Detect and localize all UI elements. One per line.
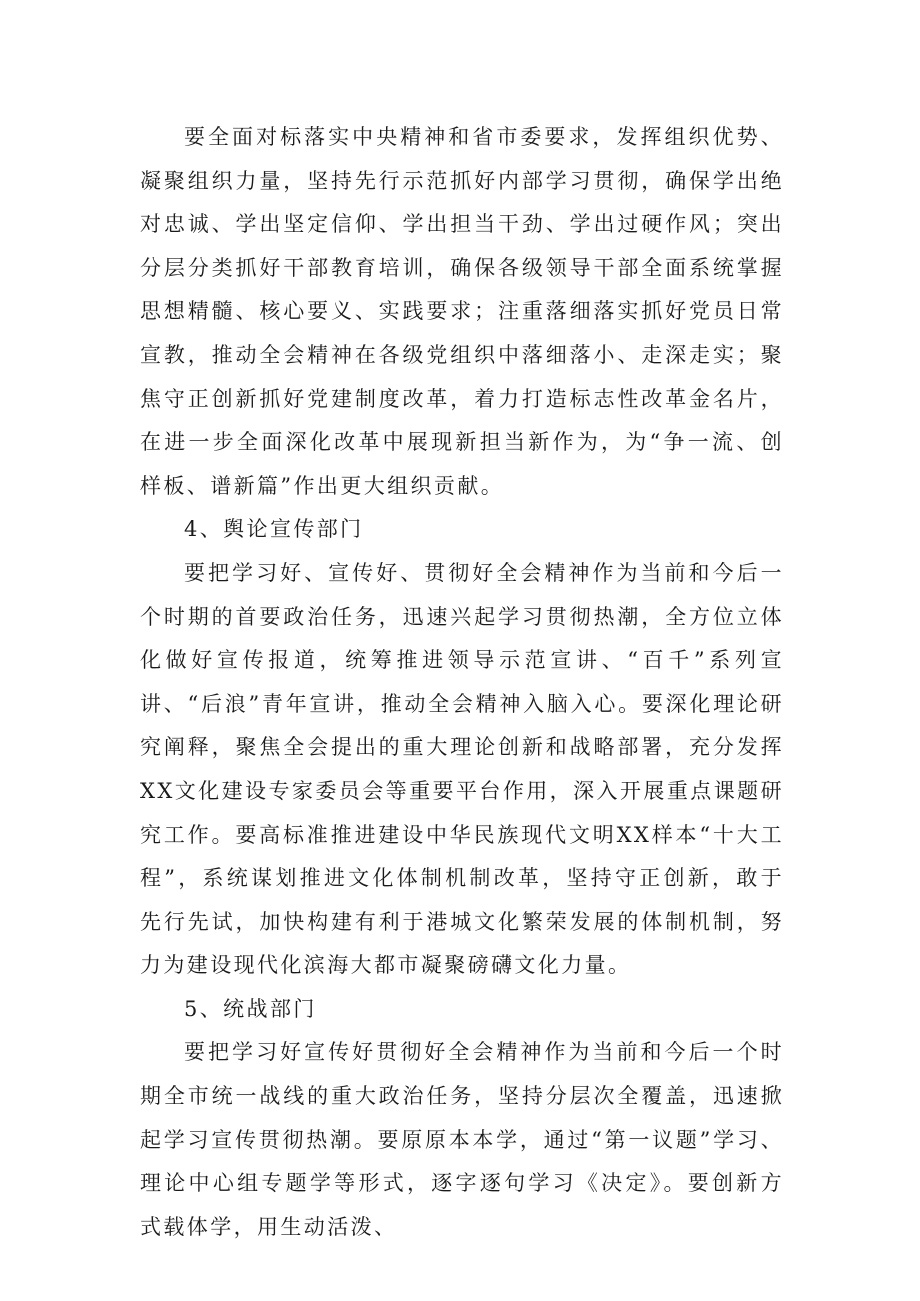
paragraph-organization: 要全面对标落实中央精神和省市委要求，发挥组织优势、凝聚组织力量，坚持先行示范抓好内部学习贯彻，确保学出绝对忠诚、学出坚定信仰、学出担当干劲、学出过硬作风；突出分层分类抓好干部教育培训，确保各级领导干部全面系统掌握思想精髓、核心要义、实践要求；注重落细落实抓好党员日常宣教，推动全会精神在各级党组织中落细落小、走深走实；聚焦守正创新抓好党建制度改革，着力打造标志性改革金名片，在进一步全面深化改革中展现新担当新作为，为“争一流、创样板、谱新篇”作出更大组织贡献。 xyxy=(140,125,784,498)
section-heading-publicity: 4、舆论宣传部门 xyxy=(184,517,364,542)
document-body xyxy=(140,116,784,1249)
paragraph-united-front: 要把学习好宣传好贯彻好全会精神作为当前和今后一个时期全市统一战线的重大政治任务，坚持分层次全覆盖，迅速掀起学习宣传贯彻热潮。要原原本本学，通过“第一议题”学习、理论中心组专题学等形式，逐字逐句学习《决定》。要创新方式载体学，用生动活泼、 xyxy=(140,1040,784,1239)
paragraph-publicity: 要把学习好、宣传好、贯彻好全会精神作为当前和今后一个时期的首要政治任务，迅速兴起学习贯彻热潮，全方位立体化做好宣传报道，统筹推进领导示范宣讲、“百千”系列宣讲、“后浪”青年宣讲，推动全会精神入脑入心。要深化理论研究阐释，聚焦全会提出的重大理论创新和战略部署，充分发挥XX文化建设专家委员会等重要平台作用，深入开展重点课题研究工作。要高标准推进建设中华民族现代文明XX样本“十大工程”，系统谋划推进文化体制机制改革，坚持守正创新，敢于先行先试，加快构建有利于港城文化繁荣发展的体制机制，努力为建设现代化滨海大都市凝聚磅礴文化力量。 xyxy=(140,560,784,978)
section-heading-united-front: 5、统战部门 xyxy=(184,996,317,1021)
